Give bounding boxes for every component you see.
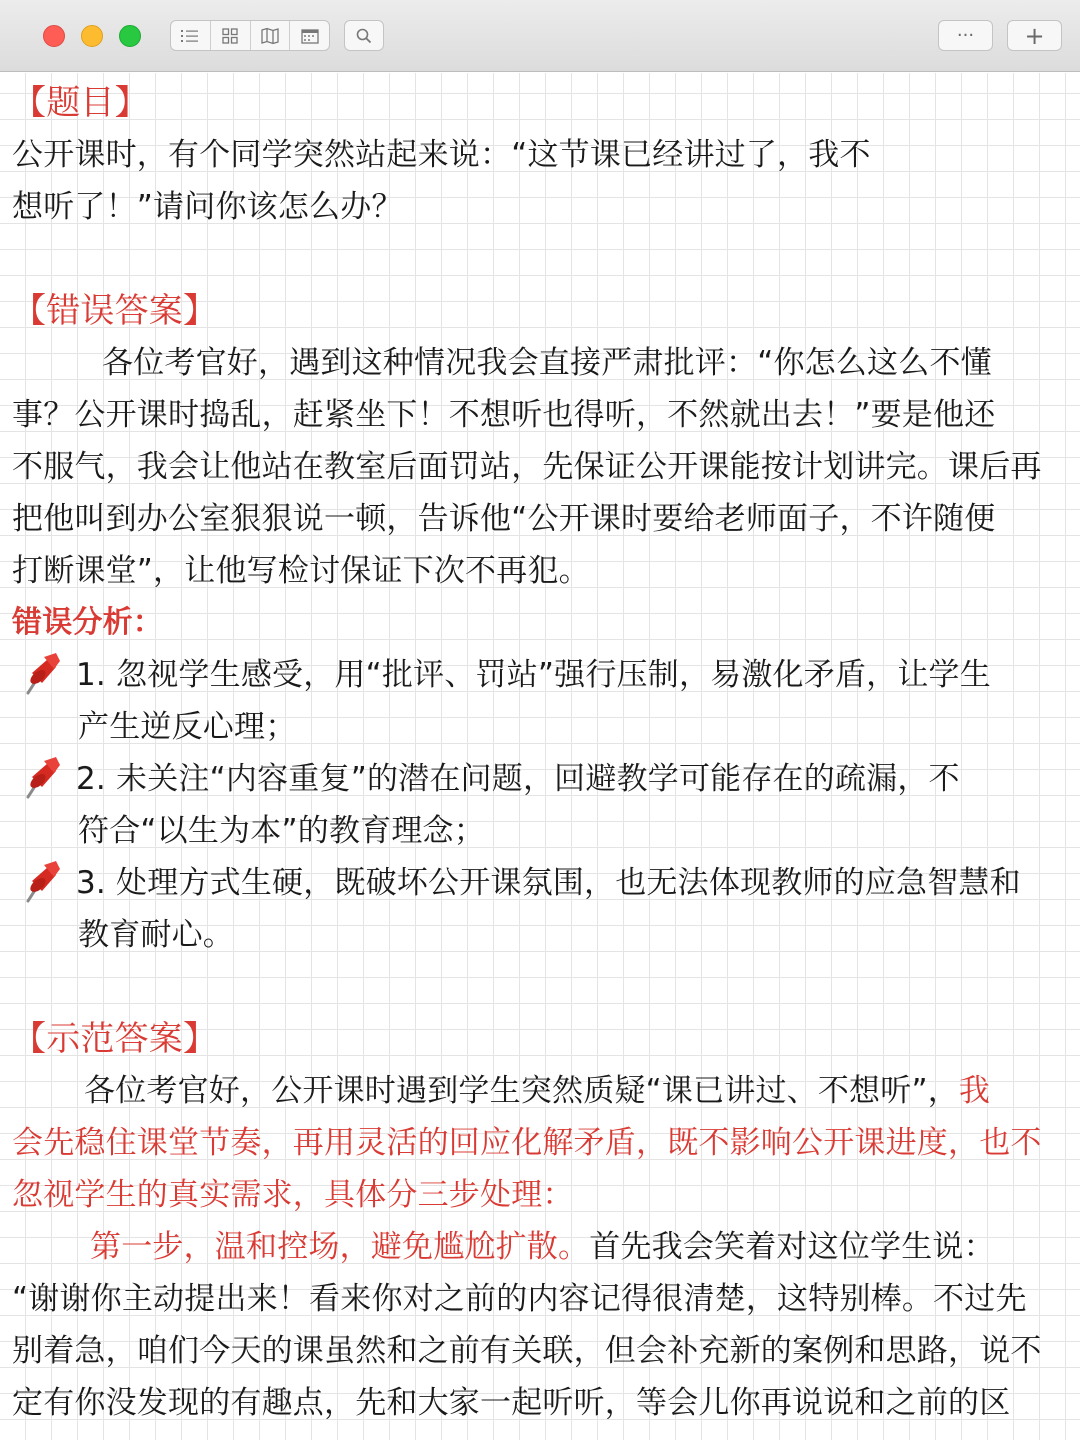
analysis-item-1-cont: 产生逆反心理； xyxy=(78,709,297,745)
more-icon: ··· xyxy=(956,24,975,46)
grid-view-button[interactable] xyxy=(211,21,251,50)
close-window-button[interactable] xyxy=(43,25,65,47)
analysis-item-2-cont: 符合“以生为本”的教育理念； xyxy=(78,813,485,849)
model-answer-line-2: 会先稳住课堂节奏，再用灵活的回应化解矛盾，既不影响公开课进度，也不 xyxy=(12,1125,1042,1161)
search-icon xyxy=(355,27,373,45)
wrong-answer-line-4: 把他叫到办公室狠狠说一顿，告诉他“公开课时要给老师面子，不许随便 xyxy=(12,501,996,537)
gallery-view-button[interactable] xyxy=(290,21,329,50)
view-mode-segmented-control xyxy=(170,20,330,51)
step-1-line xyxy=(12,1221,1062,1273)
model-answer-line-1 xyxy=(12,1065,1062,1117)
pushpin-icon xyxy=(22,859,62,903)
pushpin-icon xyxy=(22,755,62,799)
wrong-answer-line-2: 事？公开课时捣乱，赶紧坐下！不想听也得听，不然就出去！”要是他还 xyxy=(12,397,996,433)
step-1-title: 第一步，温和控场，避免尴尬扩散。 xyxy=(90,1229,590,1265)
question-heading: 【题目】 xyxy=(12,83,149,123)
analysis-item-3 xyxy=(12,857,1062,909)
search-button[interactable] xyxy=(344,20,384,51)
analysis-item-2-text: 2. 未关注“内容重复”的潜在问题，回避教学可能存在的疏漏，不 xyxy=(76,761,960,797)
book-open-icon xyxy=(260,27,280,45)
window-toolbar xyxy=(0,0,1080,72)
pushpin-icon xyxy=(22,651,62,695)
model-answer-line-1-highlight: 我 xyxy=(958,1073,991,1109)
wrong-answer-heading: 【错误答案】 xyxy=(12,291,218,331)
note-editor[interactable] xyxy=(0,73,1080,1440)
plus-icon: + xyxy=(1024,21,1045,50)
minimize-window-button[interactable] xyxy=(81,25,103,47)
analysis-item-3-cont: 教育耐心。 xyxy=(78,917,234,953)
analysis-item-1 xyxy=(12,649,1062,701)
model-answer-line-3: 忽视学生的真实需求，具体分三步处理： xyxy=(12,1177,574,1213)
question-line-1: 公开课时，有个同学突然站起来说：“这节课已经讲过了，我不 xyxy=(12,137,871,173)
analysis-item-3-text: 3. 处理方式生硬，既破坏公开课氛围，也无法体现教师的应急智慧和 xyxy=(76,865,1021,901)
list-view-button[interactable] xyxy=(171,21,211,50)
wrong-answer-line-5: 打断课堂”，让他写检讨保证下次不再犯。 xyxy=(12,553,590,589)
calendar-icon xyxy=(300,27,320,45)
wrong-answer-line-1: 各位考官好，遇到这种情况我会直接严肃批评：“你怎么这么不懂 xyxy=(102,345,992,381)
grid-view-icon xyxy=(221,27,239,45)
map-view-button[interactable] xyxy=(251,21,291,50)
add-note-button[interactable] xyxy=(1007,20,1062,51)
question-line-2: 想听了！”请问你该怎么办？ xyxy=(12,189,403,225)
model-answer-heading: 【示范答案】 xyxy=(12,1019,218,1059)
step-1-quote-line-1: “谢谢你主动提出来！看来你对之前的内容记得很清楚，这特别棒。不过先 xyxy=(12,1281,1027,1317)
step-1-quote-line-3: 定有你没发现的有趣点，先和大家一起听听，等会儿你再说说和之前的区 xyxy=(12,1385,1011,1421)
more-options-button[interactable] xyxy=(938,20,993,51)
zoom-window-button[interactable] xyxy=(119,25,141,47)
blank-line xyxy=(12,233,1062,285)
note-body[interactable] xyxy=(12,73,1062,1429)
list-view-icon xyxy=(180,28,200,44)
step-1-quote-line-2: 别着急，咱们今天的课虽然和之前有关联，但会补充新的案例和思路，说不 xyxy=(12,1333,1042,1369)
wrong-answer-line-3: 不服气，我会让他站在教室后面罚站，先保证公开课能按计划讲完。课后再 xyxy=(12,449,1042,485)
blank-line xyxy=(12,961,1062,1013)
analysis-heading: 错误分析： xyxy=(12,605,163,640)
step-1-text: 首先我会笑着对这位学生说： xyxy=(589,1229,995,1265)
model-answer-line-1-text: 各位考官好，公开课时遇到学生突然质疑“课已讲过、不想听”， xyxy=(84,1073,959,1109)
analysis-item-2 xyxy=(12,753,1062,805)
analysis-item-1-text: 1. 忽视学生感受，用“批评、罚站”强行压制，易激化矛盾，让学生 xyxy=(76,657,991,693)
